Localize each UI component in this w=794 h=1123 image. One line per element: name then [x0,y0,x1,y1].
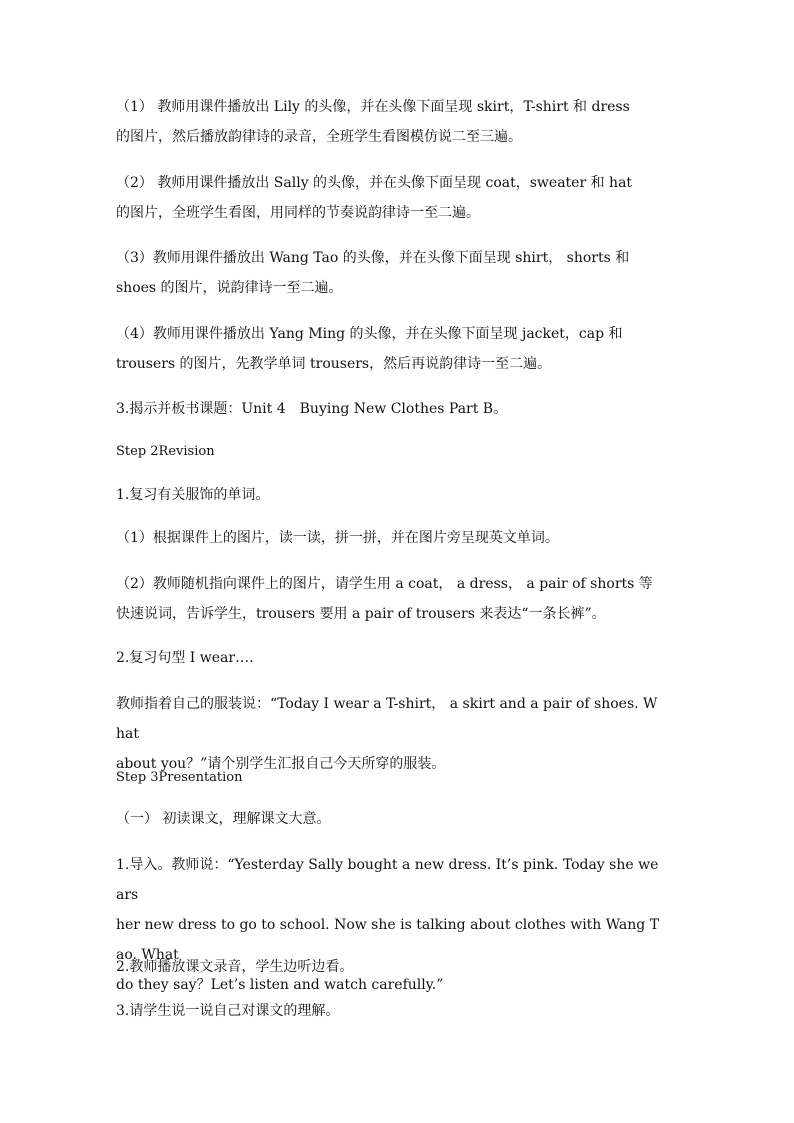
text-line: trousers 的图片，先教学单词 trousers，然后再说韵律诗一至二遍。 [116,356,552,372]
text-line: （4）教师用课件播放出 Yang Ming 的头像，并在头像下面呈现 jacket，cap 和 [116,326,623,342]
heading-step-3 [116,763,666,793]
text-line: Step 2Revision [116,444,215,459]
text-line: （2） 教师用课件播放出 Sally 的头像，并在头像下面呈现 coat，sweater 和 hat [116,175,633,191]
text-line: her new dress to go to school. Now she is talking about clothes with Wang Tao. What [116,917,660,963]
text-line: 的图片，然后播放韵律诗的录音，全班学生看图模仿说二至三遍。 [116,129,522,145]
text-line: （1） 教师用课件播放出 Lily 的头像，并在头像下面呈现 skirt，T-shirt 和 dress [116,99,630,115]
paragraph-lesson-title [116,394,666,424]
text-line: 1.导入。教师说：“Yesterday Sally bought a new dress. It’s pink. Today she wears [116,857,659,903]
heading-step-2 [116,437,666,467]
text-line: about you？”请个别学生汇报自己今天所穿的服装。 [116,756,446,772]
text-line: 的图片，全班学生看图，用同样的节奏说韵律诗一至二遍。 [116,205,480,221]
text-line: 快速说词，告诉学生，trousers 要用 a pair of trousers 来表达“一条长裤”。 [116,606,606,622]
paragraph-yang-ming [116,319,666,379]
text-line: （1）根据课件上的图片，读一读，拼一拼，并在图片旁呈现英文单词。 [116,530,559,546]
text-line: Step 3Presentation [116,770,243,785]
text-line: do they say？Let’s listen and watch carefully.” [116,977,444,993]
paragraph-play-recording [116,952,666,982]
paragraph-review-sentence [116,643,666,673]
text-line: （一） 初读课文，理解课文大意。 [116,811,331,827]
text-line: 3.揭示并板书课题：Unit 4 Buying New Clothes Part B。 [116,401,508,417]
text-line: （3）教师用课件播放出 Wang Tao 的头像，并在头像下面呈现 shirt， shorts 和 [116,250,630,266]
paragraph-quick-say [116,569,666,629]
text-line: 1.复习有关服饰的单词。 [116,487,270,503]
text-line: shoes 的图片，说韵律诗一至二遍。 [116,280,343,296]
paragraph-wang-tao [116,243,666,303]
paragraph-first-reading [116,804,666,834]
text-line: （2）教师随机指向课件上的图片，请学生用 a coat， a dress， a pair of shorts 等 [116,576,653,592]
text-line: 教师指着自己的服装说：“Today I wear a T-shirt， a skirt and a pair of shoes. What [116,696,658,742]
paragraph-spell-words [116,523,666,553]
paragraph-sally [116,168,666,228]
text-line: 2.教师播放课文录音，学生边听边看。 [116,959,354,975]
paragraph-review-words [116,480,666,510]
paragraph-students-say [116,996,666,1026]
text-line: 2.复习句型 I wear…. [116,650,254,666]
text-line: 3.请学生说一说自己对课文的理解。 [116,1003,340,1019]
paragraph-lily [116,92,666,152]
